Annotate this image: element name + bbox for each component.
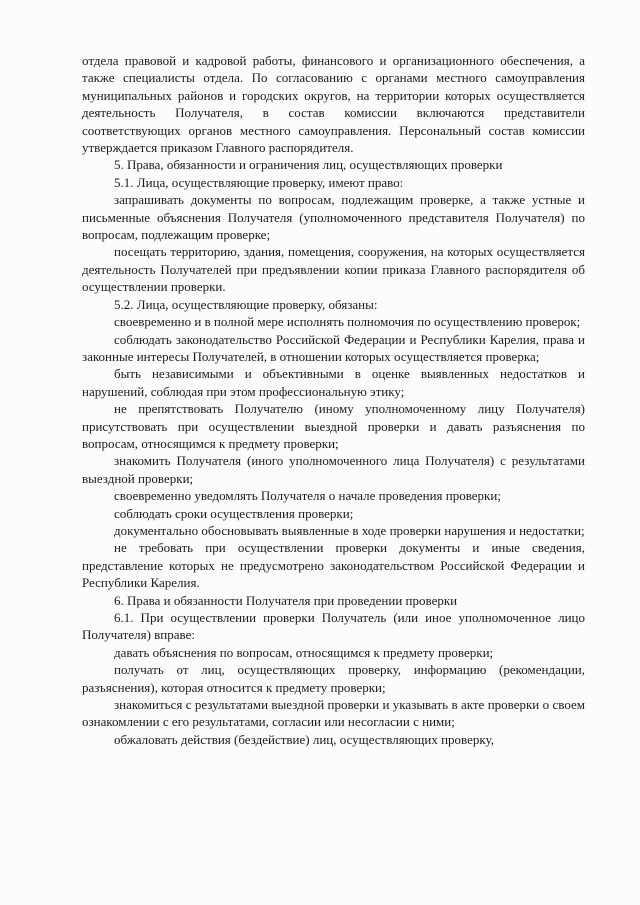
- paragraph: 5.1. Лица, осуществляющие проверку, имеют право:: [114, 174, 404, 190]
- paragraph: давать объяснения по вопросам, относящимся к предмету проверки;: [114, 644, 494, 660]
- paragraph: посещать территорию, здания, помещения, сооружения, на которых осуществляется деятельность Получателей при предъявлении копии приказа Главного распорядителя об осуществлении проверки.: [82, 244, 585, 295]
- paragraph: получать от лиц, осуществляющих проверку, информацию (рекомендации, разъяснения), которая относится к предмету проверки;: [82, 662, 585, 695]
- paragraph: своевременно и в полной мере исполнять полномочия по осуществлению проверок;: [114, 314, 581, 330]
- document-body: [82, 52, 585, 748]
- paragraph: 5. Права, обязанности и ограничения лиц, осуществляющих проверки: [114, 157, 503, 173]
- paragraph: документально обосновывать выявленные в ходе проверки нарушения и недостатки;: [114, 522, 585, 538]
- paragraph: 5.2. Лица, осуществляющие проверку, обязаны:: [114, 296, 378, 312]
- paragraph: не препятствовать Получателю (иному уполномоченному лицу Получателя) присутствовать при осуществлении выездной проверки и давать разъяснения по вопросам, относящимся к предмету проверки;: [82, 401, 585, 451]
- paragraph: отдела правовой и кадровой работы, финансового и организационного обеспечения, а также специалисты отдела. По согласованию с органами местного самоуправления муниципальных районов и городских округов, на территории которых осуществляется деятельность Получателя, в состав комиссии включаются представители соответствующих органов местного самоуправления. Персональный состав комиссии утверждается приказом Главного распорядителя.: [82, 53, 585, 156]
- paragraph: запрашивать документы по вопросам, подлежащим проверке, а также устные и письменные объяснения Получателя (уполномоченного представителя Получателя) по вопросам, подлежащим проверке;: [82, 192, 585, 243]
- paragraph: быть независимыми и объективными в оценке выявленных недостатков и нарушений, соблюдая при этом профессиональную этику;: [82, 366, 585, 399]
- paragraph: своевременно уведомлять Получателя о начале проведения проверки;: [114, 488, 501, 504]
- paragraph: соблюдать законодательство Российской Федерации и Республики Карелия, права и законные интересы Получателей, в отношении которых осуществляется проверка;: [82, 331, 585, 364]
- paragraph: не требовать при осуществлении проверки документы и иные сведения, представление которых не предусмотрено законодательством Российской Федерации и Республики Карелия.: [82, 540, 585, 591]
- paragraph: 6.1. При осуществлении проверки Получатель (или иное уполномоченное лицо Получателя) вправе:: [82, 610, 585, 643]
- paragraph: соблюдать сроки осуществления проверки;: [114, 505, 354, 521]
- paragraph: знакомить Получателя (иного уполномоченного лица Получателя) с результатами выездной проверки;: [82, 453, 585, 486]
- paragraph: знакомиться с результатами выездной проверки и указывать в акте проверки о своем ознакомлении с его результатами, согласии или несогласии с ними;: [82, 697, 585, 730]
- paragraph: 6. Права и обязанности Получателя при проведении проверки: [114, 592, 458, 608]
- paragraph: обжаловать действия (бездействие) лиц, осуществляющих проверку,: [114, 731, 494, 747]
